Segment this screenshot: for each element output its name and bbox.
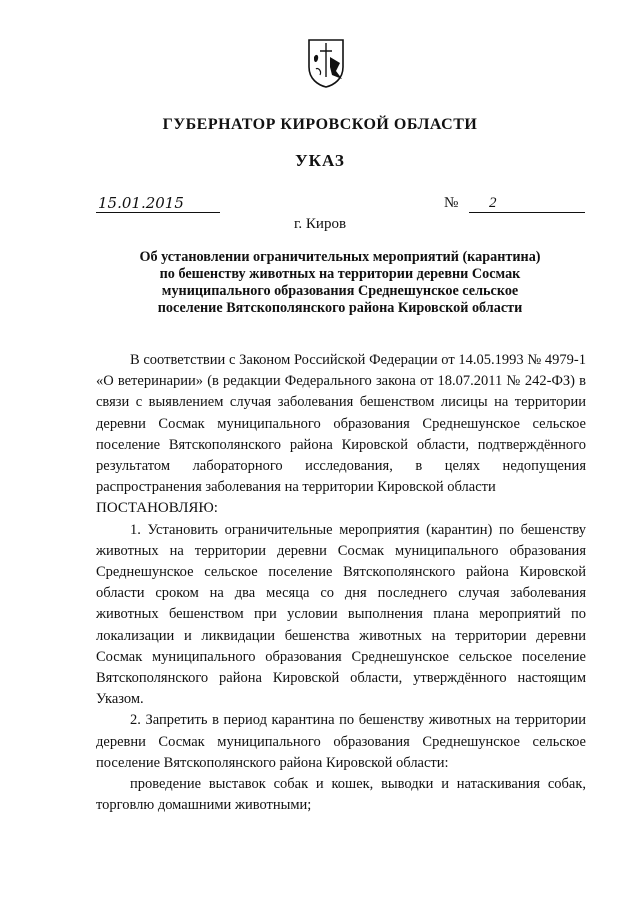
title-line: по бешенству животных на территории деревни Сосмак — [159, 266, 521, 282]
coat-of-arms-icon — [306, 37, 346, 89]
issue-city: г. Киров — [293, 216, 347, 232]
preamble-paragraph: В соответствии с Законом Российской Федерации от 14.05.1993 № 4979-1 «О ветеринарии» (в редакции Федерального закона от 18.07.2011 № 242-ФЗ) в связи с выявлением случая заболевания бешенством лисицы на территории деревни Сосмак муниципального образования Среднешунское сельское поселение Вятскополянского района Кировской области, подтверждённого результатом лабораторного исследования, в целях недопущения распространения заболевания на территории Кировской области — [96, 352, 586, 496]
document-title — [96, 249, 584, 317]
decree-word: ПОСТАНОВЛЯЮ: — [96, 500, 218, 517]
number-sign: № — [444, 195, 459, 211]
item-2-subitem: проведение выставок собак и кошек, выводки и натаскивания собак, торговлю домашними животными; — [96, 776, 586, 814]
document-type: УКАЗ — [295, 151, 345, 170]
document-number: 2 — [469, 194, 585, 213]
item-2-paragraph: 2. Запретить в период карантина по бешенству животных на территории деревни Сосмак муниципального образования Среднешунское сельское поселение Вятскополянского района Кировской области: — [96, 712, 586, 771]
document-date: 15.01.2015 — [96, 194, 220, 213]
issuing-authority: ГУБЕРНАТОР КИРОВСКОЙ ОБЛАСТИ — [162, 116, 478, 133]
item-1-paragraph: 1. Установить ограничительные мероприятия (карантин) по бешенству животных на территории деревни Сосмак муниципального образования Среднешунское сельское поселение Вятскополянского района Кировской области сроком на два месяца со дня последнего случая заболевания животных бешенством при условии выполнения плана мероприятий по локализации и ликвидации бешенства животных на территории деревни Сосмак муниципального образования Среднешунское сельское поселение Вятскополянского района Кировской области, утверждённого настоящим Указом. — [96, 521, 586, 708]
title-line: муниципального образования Среднешунское сельское — [161, 283, 519, 299]
title-line: поселение Вятскополянского района Кировской области — [157, 300, 523, 316]
title-line: Об установлении ограничительных мероприятий (карантина) — [139, 249, 541, 265]
document-body — [96, 350, 586, 816]
